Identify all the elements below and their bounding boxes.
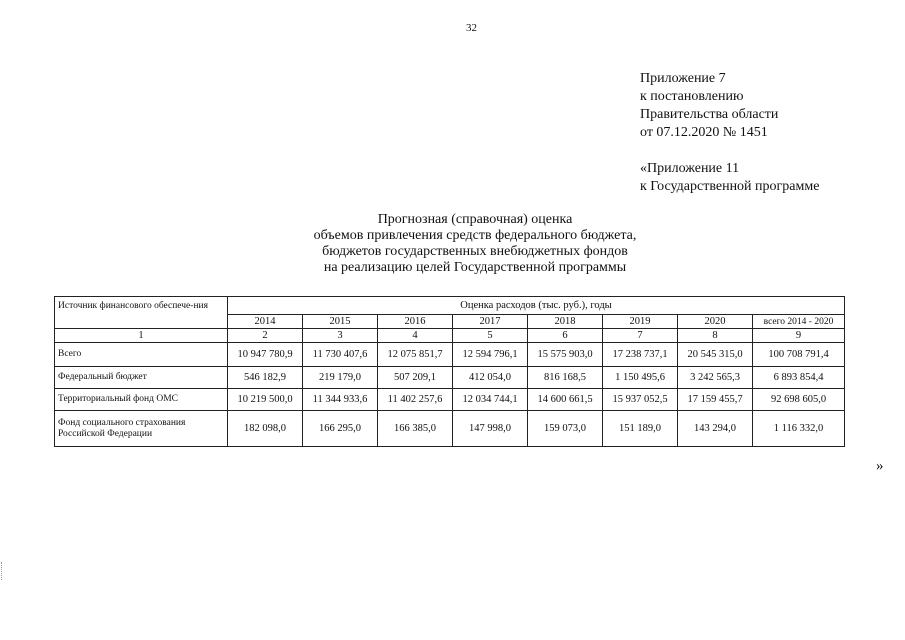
table-cell: 11 344 933,6 [303, 389, 378, 411]
title-line: бюджетов государственных внебюджетных фондов [322, 244, 628, 259]
table-cell: 20 545 315,0 [678, 343, 753, 367]
document-title [230, 212, 720, 276]
appendix-line: к постановлению [640, 89, 744, 104]
table-cell: 1 150 495,6 [603, 367, 678, 389]
table-cell: 10 219 500,0 [228, 389, 303, 411]
total-header: всего 2014 - 2020 [753, 315, 845, 329]
table-cell: 219 179,0 [303, 367, 378, 389]
table-cell: 17 159 455,7 [678, 389, 753, 411]
table-cell: 17 238 737,1 [603, 343, 678, 367]
table-cell: 816 168,5 [528, 367, 603, 389]
table-cell: 10 947 780,9 [228, 343, 303, 367]
appendix-line: Приложение 7 [640, 71, 726, 86]
column-number: 8 [678, 329, 753, 343]
year-header: 2020 [678, 315, 753, 329]
title-line: на реализацию целей Государственной программы [323, 260, 627, 275]
table-cell: 12 075 851,7 [378, 343, 453, 367]
table-cell: 3 242 565,3 [678, 367, 753, 389]
table-cell: 507 209,1 [378, 367, 453, 389]
appendix-line: Правительства области [640, 107, 779, 122]
year-header: 2016 [378, 315, 453, 329]
table-cell: 11 402 257,6 [378, 389, 453, 411]
table-cell: 546 182,9 [228, 367, 303, 389]
table-cell: 143 294,0 [678, 411, 753, 447]
appendix-line: к Государственной программе [640, 179, 820, 194]
table-header-row [55, 297, 845, 315]
year-header: 2018 [528, 315, 603, 329]
column-number: 2 [228, 329, 303, 343]
table-cell: 15 937 052,5 [603, 389, 678, 411]
table-cell: 12 594 796,1 [453, 343, 528, 367]
table-cell: 12 034 744,1 [453, 389, 528, 411]
year-header: 2017 [453, 315, 528, 329]
appendix-reference [640, 70, 778, 142]
funding-table [54, 296, 845, 447]
column-number-row [55, 329, 845, 343]
table-cell: 159 073,0 [528, 411, 603, 447]
table-cell: 166 385,0 [378, 411, 453, 447]
table-cell: 1 116 332,0 [753, 411, 845, 447]
table-cell: 412 054,0 [453, 367, 528, 389]
appendix-line: «Приложение 11 [640, 161, 740, 176]
table-cell: 147 998,0 [453, 411, 528, 447]
column-number: 7 [603, 329, 678, 343]
table-row [55, 367, 845, 389]
row-label: Федеральный бюджет [55, 367, 228, 389]
row-label: Всего [55, 343, 228, 367]
column-number: 3 [303, 329, 378, 343]
title-line: Прогнозная (справочная) оценка [377, 212, 573, 227]
table-cell: 151 189,0 [603, 411, 678, 447]
row-label: Фонд социального страхования Российской Федерации [55, 411, 228, 447]
scan-edge-mark [1, 562, 4, 580]
table-cell: 182 098,0 [228, 411, 303, 447]
appendix-reference-2 [640, 160, 819, 196]
column-number: 5 [453, 329, 528, 343]
table-cell: 11 730 407,6 [303, 343, 378, 367]
table-cell: 92 698 605,0 [753, 389, 845, 411]
group-header: Оценка расходов (тыс. руб.), годы [228, 297, 845, 315]
table-row [55, 343, 845, 367]
title-line: объемов привлечения средств федерального бюджета, [313, 228, 637, 243]
column-number: 6 [528, 329, 603, 343]
year-header: 2014 [228, 315, 303, 329]
table-cell: 6 893 854,4 [753, 367, 845, 389]
appendix-line: от 07.12.2020 № 1451 [640, 125, 768, 140]
year-header: 2019 [603, 315, 678, 329]
table-row [55, 389, 845, 411]
closing-quote: » [876, 458, 884, 474]
table-cell: 100 708 791,4 [753, 343, 845, 367]
source-header: Источник финансового обеспече-ния [55, 297, 228, 329]
table-row [55, 411, 845, 447]
column-number: 1 [55, 329, 228, 343]
table-cell: 15 575 903,0 [528, 343, 603, 367]
table-cell: 166 295,0 [303, 411, 378, 447]
column-number: 9 [753, 329, 845, 343]
column-number: 4 [378, 329, 453, 343]
year-header: 2015 [303, 315, 378, 329]
page-number: 32 [466, 22, 477, 34]
row-label: Территориальный фонд ОМС [55, 389, 228, 411]
table-cell: 14 600 661,5 [528, 389, 603, 411]
